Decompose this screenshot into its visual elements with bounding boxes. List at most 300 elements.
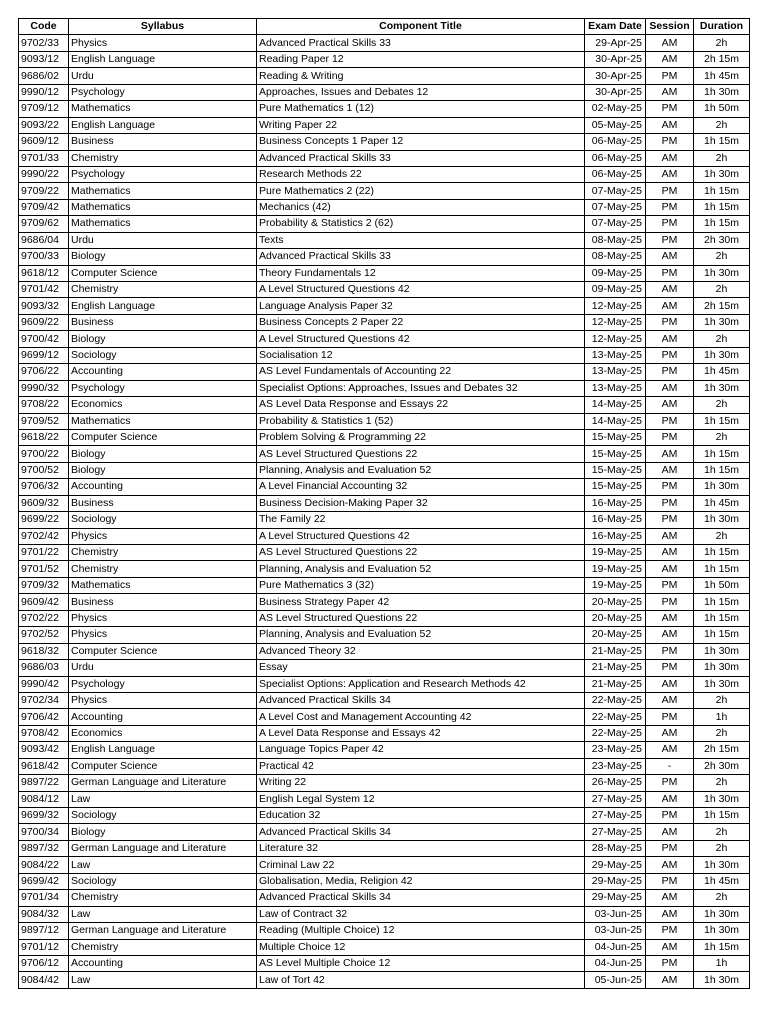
cell-exam-date: 29-May-25 <box>585 857 646 873</box>
table-row <box>19 68 750 84</box>
table-row <box>19 462 750 478</box>
cell-syllabus: Physics <box>69 35 257 51</box>
cell-exam-date: 15-May-25 <box>585 479 646 495</box>
cell-exam-date: 14-May-25 <box>585 413 646 429</box>
cell-session: AM <box>646 35 694 51</box>
cell-code: 9701/52 <box>19 561 69 577</box>
cell-code: 9990/22 <box>19 166 69 182</box>
cell-component-title: A Level Structured Questions 42 <box>257 528 585 544</box>
cell-session: PM <box>646 775 694 791</box>
table-row <box>19 561 750 577</box>
table-row <box>19 857 750 873</box>
table-row <box>19 643 750 659</box>
cell-exam-date: 19-May-25 <box>585 545 646 561</box>
cell-session: AM <box>646 742 694 758</box>
cell-syllabus: Accounting <box>69 479 257 495</box>
cell-component-title: AS Level Data Response and Essays 22 <box>257 397 585 413</box>
cell-duration: 1h 15m <box>694 216 750 232</box>
cell-syllabus: Business <box>69 134 257 150</box>
cell-duration: 2h <box>694 35 750 51</box>
cell-exam-date: 30-Apr-25 <box>585 84 646 100</box>
cell-exam-date: 06-May-25 <box>585 166 646 182</box>
cell-syllabus: Sociology <box>69 347 257 363</box>
table-row <box>19 166 750 182</box>
cell-session: PM <box>646 512 694 528</box>
cell-exam-date: 03-Jun-25 <box>585 923 646 939</box>
cell-component-title: Advanced Practical Skills 34 <box>257 890 585 906</box>
table-row <box>19 808 750 824</box>
cell-session: AM <box>646 725 694 741</box>
cell-code: 9609/12 <box>19 134 69 150</box>
cell-exam-date: 12-May-25 <box>585 331 646 347</box>
table-row <box>19 298 750 314</box>
cell-syllabus: Mathematics <box>69 216 257 232</box>
table-row <box>19 610 750 626</box>
cell-exam-date: 12-May-25 <box>585 314 646 330</box>
cell-session: AM <box>646 890 694 906</box>
cell-duration: 1h 15m <box>694 183 750 199</box>
cell-duration: 1h 30m <box>694 479 750 495</box>
cell-duration: 2h <box>694 397 750 413</box>
cell-syllabus: Biology <box>69 824 257 840</box>
cell-exam-date: 19-May-25 <box>585 561 646 577</box>
cell-exam-date: 16-May-25 <box>585 512 646 528</box>
cell-component-title: Probability & Statistics 2 (62) <box>257 216 585 232</box>
cell-session: PM <box>646 101 694 117</box>
cell-syllabus: Chemistry <box>69 545 257 561</box>
cell-exam-date: 07-May-25 <box>585 199 646 215</box>
cell-exam-date: 03-Jun-25 <box>585 906 646 922</box>
cell-syllabus: Urdu <box>69 68 257 84</box>
header-syllabus: Syllabus <box>69 19 257 35</box>
table-row <box>19 890 750 906</box>
cell-component-title: Socialisation 12 <box>257 347 585 363</box>
cell-session: PM <box>646 347 694 363</box>
cell-syllabus: Chemistry <box>69 282 257 298</box>
table-row <box>19 84 750 100</box>
table-body <box>19 35 750 988</box>
cell-session: PM <box>646 413 694 429</box>
cell-exam-date: 21-May-25 <box>585 676 646 692</box>
cell-component-title: The Family 22 <box>257 512 585 528</box>
cell-session: AM <box>646 824 694 840</box>
table-row <box>19 840 750 856</box>
cell-component-title: Advanced Practical Skills 33 <box>257 35 585 51</box>
cell-session: AM <box>646 51 694 67</box>
cell-syllabus: Accounting <box>69 709 257 725</box>
cell-component-title: Practical 42 <box>257 758 585 774</box>
cell-session: PM <box>646 183 694 199</box>
cell-syllabus: English Language <box>69 742 257 758</box>
cell-duration: 2h <box>694 150 750 166</box>
cell-duration: 1h 15m <box>694 446 750 462</box>
cell-component-title: Pure Mathematics 1 (12) <box>257 101 585 117</box>
cell-exam-date: 02-May-25 <box>585 101 646 117</box>
cell-syllabus: German Language and Literature <box>69 775 257 791</box>
cell-syllabus: Business <box>69 594 257 610</box>
cell-exam-date: 19-May-25 <box>585 577 646 593</box>
cell-duration: 2h <box>694 692 750 708</box>
cell-session: PM <box>646 808 694 824</box>
table-row <box>19 972 750 988</box>
cell-session: PM <box>646 577 694 593</box>
cell-code: 9701/42 <box>19 282 69 298</box>
cell-duration: 1h 15m <box>694 561 750 577</box>
cell-code: 9093/12 <box>19 51 69 67</box>
cell-component-title: Reading Paper 12 <box>257 51 585 67</box>
cell-syllabus: Biology <box>69 249 257 265</box>
cell-syllabus: Mathematics <box>69 199 257 215</box>
cell-syllabus: Law <box>69 791 257 807</box>
cell-duration: 1h 45m <box>694 68 750 84</box>
cell-duration: 2h 15m <box>694 742 750 758</box>
cell-session: AM <box>646 249 694 265</box>
cell-syllabus: Psychology <box>69 380 257 396</box>
cell-syllabus: Mathematics <box>69 577 257 593</box>
cell-component-title: Approaches, Issues and Debates 12 <box>257 84 585 100</box>
cell-session: AM <box>646 972 694 988</box>
header-exam-date: Exam Date <box>585 19 646 35</box>
cell-session: PM <box>646 923 694 939</box>
cell-exam-date: 28-May-25 <box>585 840 646 856</box>
cell-syllabus: Computer Science <box>69 758 257 774</box>
cell-code: 9706/42 <box>19 709 69 725</box>
cell-component-title: Essay <box>257 660 585 676</box>
table-row <box>19 660 750 676</box>
cell-duration: 1h 30m <box>694 314 750 330</box>
table-row <box>19 791 750 807</box>
cell-session: AM <box>646 676 694 692</box>
cell-component-title: Pure Mathematics 2 (22) <box>257 183 585 199</box>
cell-syllabus: Business <box>69 314 257 330</box>
cell-code: 9990/12 <box>19 84 69 100</box>
cell-code: 9609/32 <box>19 495 69 511</box>
cell-syllabus: Physics <box>69 692 257 708</box>
cell-code: 9084/22 <box>19 857 69 873</box>
cell-duration: 2h <box>694 840 750 856</box>
cell-code: 9897/12 <box>19 923 69 939</box>
cell-session: PM <box>646 364 694 380</box>
table-row <box>19 380 750 396</box>
cell-session: AM <box>646 462 694 478</box>
cell-component-title: Specialist Options: Approaches, Issues and Debates 32 <box>257 380 585 396</box>
cell-session: AM <box>646 528 694 544</box>
cell-code: 9699/42 <box>19 873 69 889</box>
cell-exam-date: 07-May-25 <box>585 216 646 232</box>
cell-component-title: Planning, Analysis and Evaluation 52 <box>257 627 585 643</box>
cell-syllabus: Physics <box>69 627 257 643</box>
cell-session: AM <box>646 446 694 462</box>
table-row <box>19 512 750 528</box>
cell-code: 9700/33 <box>19 249 69 265</box>
cell-exam-date: 21-May-25 <box>585 660 646 676</box>
table-row <box>19 446 750 462</box>
cell-code: 9990/42 <box>19 676 69 692</box>
table-row <box>19 939 750 955</box>
cell-exam-date: 16-May-25 <box>585 495 646 511</box>
cell-syllabus: Accounting <box>69 364 257 380</box>
cell-exam-date: 30-Apr-25 <box>585 68 646 84</box>
cell-session: PM <box>646 873 694 889</box>
table-row <box>19 35 750 51</box>
cell-exam-date: 04-Jun-25 <box>585 955 646 971</box>
table-row <box>19 364 750 380</box>
cell-session: PM <box>646 709 694 725</box>
cell-code: 9708/42 <box>19 725 69 741</box>
table-row <box>19 150 750 166</box>
table-row <box>19 906 750 922</box>
cell-exam-date: 22-May-25 <box>585 709 646 725</box>
cell-session: AM <box>646 166 694 182</box>
cell-component-title: A Level Financial Accounting 32 <box>257 479 585 495</box>
cell-duration: 1h 15m <box>694 199 750 215</box>
cell-syllabus: Urdu <box>69 232 257 248</box>
cell-exam-date: 15-May-25 <box>585 429 646 445</box>
table-row <box>19 331 750 347</box>
cell-code: 9699/12 <box>19 347 69 363</box>
cell-code: 9701/33 <box>19 150 69 166</box>
cell-component-title: Writing 22 <box>257 775 585 791</box>
cell-syllabus: Sociology <box>69 808 257 824</box>
cell-duration: 1h 30m <box>694 923 750 939</box>
cell-component-title: Education 32 <box>257 808 585 824</box>
cell-session: PM <box>646 265 694 281</box>
cell-session: AM <box>646 561 694 577</box>
cell-component-title: Pure Mathematics 3 (32) <box>257 577 585 593</box>
cell-component-title: Mechanics (42) <box>257 199 585 215</box>
cell-component-title: Advanced Practical Skills 33 <box>257 249 585 265</box>
cell-duration: 1h 30m <box>694 676 750 692</box>
table-row <box>19 577 750 593</box>
table-row <box>19 742 750 758</box>
cell-exam-date: 08-May-25 <box>585 232 646 248</box>
cell-code: 9702/33 <box>19 35 69 51</box>
cell-duration: 1h 30m <box>694 380 750 396</box>
cell-component-title: AS Level Structured Questions 22 <box>257 446 585 462</box>
table-row <box>19 627 750 643</box>
cell-exam-date: 30-Apr-25 <box>585 51 646 67</box>
cell-duration: 1h <box>694 955 750 971</box>
cell-exam-date: 08-May-25 <box>585 249 646 265</box>
cell-exam-date: 20-May-25 <box>585 594 646 610</box>
cell-syllabus: Computer Science <box>69 265 257 281</box>
cell-duration: 1h 50m <box>694 577 750 593</box>
cell-code: 9709/32 <box>19 577 69 593</box>
cell-exam-date: 20-May-25 <box>585 610 646 626</box>
cell-code: 9701/22 <box>19 545 69 561</box>
cell-duration: 1h 15m <box>694 594 750 610</box>
cell-component-title: A Level Data Response and Essays 42 <box>257 725 585 741</box>
cell-code: 9699/22 <box>19 512 69 528</box>
cell-exam-date: 29-May-25 <box>585 873 646 889</box>
cell-syllabus: Biology <box>69 462 257 478</box>
cell-duration: 2h <box>694 824 750 840</box>
cell-component-title: Advanced Theory 32 <box>257 643 585 659</box>
header-duration: Duration <box>694 19 750 35</box>
cell-session: AM <box>646 380 694 396</box>
cell-component-title: Criminal Law 22 <box>257 857 585 873</box>
table-row <box>19 249 750 265</box>
cell-exam-date: 22-May-25 <box>585 725 646 741</box>
cell-code: 9700/42 <box>19 331 69 347</box>
cell-session: AM <box>646 939 694 955</box>
table-row <box>19 51 750 67</box>
cell-component-title: A Level Cost and Management Accounting 42 <box>257 709 585 725</box>
table-row <box>19 282 750 298</box>
cell-code: 9618/32 <box>19 643 69 659</box>
cell-code: 9709/12 <box>19 101 69 117</box>
cell-duration: 2h 15m <box>694 298 750 314</box>
cell-session: PM <box>646 232 694 248</box>
table-row <box>19 117 750 133</box>
cell-code: 9701/12 <box>19 939 69 955</box>
cell-session: PM <box>646 840 694 856</box>
exam-timetable-table <box>18 18 750 989</box>
cell-session: PM <box>646 429 694 445</box>
cell-session: AM <box>646 610 694 626</box>
cell-component-title: AS Level Structured Questions 22 <box>257 610 585 626</box>
cell-syllabus: Computer Science <box>69 643 257 659</box>
cell-code: 9093/32 <box>19 298 69 314</box>
table-row <box>19 314 750 330</box>
cell-component-title: Reading (Multiple Choice) 12 <box>257 923 585 939</box>
table-row <box>19 413 750 429</box>
cell-session: AM <box>646 692 694 708</box>
cell-component-title: A Level Structured Questions 42 <box>257 282 585 298</box>
cell-session: AM <box>646 627 694 643</box>
cell-code: 9084/32 <box>19 906 69 922</box>
cell-session: AM <box>646 906 694 922</box>
cell-component-title: Reading & Writing <box>257 68 585 84</box>
cell-duration: 1h 15m <box>694 413 750 429</box>
cell-code: 9609/42 <box>19 594 69 610</box>
cell-session: PM <box>646 643 694 659</box>
cell-code: 9609/22 <box>19 314 69 330</box>
cell-duration: 1h 15m <box>694 939 750 955</box>
cell-duration: 2h <box>694 249 750 265</box>
cell-exam-date: 12-May-25 <box>585 298 646 314</box>
cell-duration: 2h <box>694 282 750 298</box>
cell-component-title: Writing Paper 22 <box>257 117 585 133</box>
cell-exam-date: 23-May-25 <box>585 758 646 774</box>
cell-component-title: AS Level Fundamentals of Accounting 22 <box>257 364 585 380</box>
cell-session: PM <box>646 495 694 511</box>
table-row <box>19 216 750 232</box>
cell-syllabus: Mathematics <box>69 183 257 199</box>
cell-exam-date: 27-May-25 <box>585 824 646 840</box>
table-row <box>19 528 750 544</box>
cell-syllabus: Economics <box>69 725 257 741</box>
cell-code: 9699/32 <box>19 808 69 824</box>
table-row <box>19 183 750 199</box>
cell-duration: 1h 30m <box>694 84 750 100</box>
cell-duration: 1h 30m <box>694 791 750 807</box>
table-row <box>19 479 750 495</box>
cell-syllabus: Chemistry <box>69 890 257 906</box>
cell-code: 9700/22 <box>19 446 69 462</box>
cell-duration: 1h 15m <box>694 627 750 643</box>
cell-duration: 1h 15m <box>694 545 750 561</box>
cell-syllabus: Chemistry <box>69 561 257 577</box>
cell-exam-date: 13-May-25 <box>585 364 646 380</box>
cell-component-title: Business Concepts 2 Paper 22 <box>257 314 585 330</box>
table-row <box>19 347 750 363</box>
cell-duration: 2h <box>694 117 750 133</box>
cell-session: PM <box>646 660 694 676</box>
cell-code: 9700/34 <box>19 824 69 840</box>
cell-session: AM <box>646 397 694 413</box>
cell-duration: 2h 15m <box>694 51 750 67</box>
cell-exam-date: 29-Apr-25 <box>585 35 646 51</box>
cell-duration: 1h 45m <box>694 364 750 380</box>
cell-duration: 1h 30m <box>694 906 750 922</box>
cell-code: 9084/42 <box>19 972 69 988</box>
cell-session: PM <box>646 216 694 232</box>
header-code: Code <box>19 19 69 35</box>
cell-syllabus: English Language <box>69 117 257 133</box>
cell-component-title: Business Decision-Making Paper 32 <box>257 495 585 511</box>
cell-component-title: Advanced Practical Skills 34 <box>257 824 585 840</box>
cell-component-title: Multiple Choice 12 <box>257 939 585 955</box>
cell-exam-date: 05-Jun-25 <box>585 972 646 988</box>
cell-syllabus: Accounting <box>69 955 257 971</box>
cell-code: 9686/04 <box>19 232 69 248</box>
cell-duration: 2h <box>694 429 750 445</box>
cell-exam-date: 13-May-25 <box>585 380 646 396</box>
cell-duration: 2h <box>694 890 750 906</box>
cell-syllabus: Biology <box>69 331 257 347</box>
cell-syllabus: Physics <box>69 610 257 626</box>
table-row <box>19 923 750 939</box>
table-row <box>19 429 750 445</box>
cell-code: 9706/22 <box>19 364 69 380</box>
cell-component-title: English Legal System 12 <box>257 791 585 807</box>
table-row <box>19 101 750 117</box>
cell-duration: 2h <box>694 528 750 544</box>
cell-code: 9618/22 <box>19 429 69 445</box>
cell-component-title: A Level Structured Questions 42 <box>257 331 585 347</box>
table-row <box>19 397 750 413</box>
cell-session: PM <box>646 594 694 610</box>
table-row <box>19 758 750 774</box>
cell-duration: 2h 30m <box>694 758 750 774</box>
cell-session: PM <box>646 955 694 971</box>
cell-session: AM <box>646 857 694 873</box>
table-row <box>19 199 750 215</box>
cell-code: 9897/32 <box>19 840 69 856</box>
cell-duration: 1h 15m <box>694 610 750 626</box>
cell-syllabus: Chemistry <box>69 939 257 955</box>
cell-session: AM <box>646 331 694 347</box>
cell-duration: 1h 15m <box>694 462 750 478</box>
cell-code: 9700/52 <box>19 462 69 478</box>
cell-component-title: Research Methods 22 <box>257 166 585 182</box>
cell-component-title: Advanced Practical Skills 33 <box>257 150 585 166</box>
cell-syllabus: Computer Science <box>69 429 257 445</box>
cell-component-title: Theory Fundamentals 12 <box>257 265 585 281</box>
cell-session: AM <box>646 298 694 314</box>
cell-duration: 1h 30m <box>694 347 750 363</box>
header-session: Session <box>646 19 694 35</box>
cell-syllabus: Sociology <box>69 873 257 889</box>
cell-syllabus: Law <box>69 972 257 988</box>
cell-component-title: Texts <box>257 232 585 248</box>
cell-session: - <box>646 758 694 774</box>
cell-exam-date: 22-May-25 <box>585 692 646 708</box>
cell-code: 9706/32 <box>19 479 69 495</box>
cell-code: 9686/03 <box>19 660 69 676</box>
cell-code: 9990/32 <box>19 380 69 396</box>
